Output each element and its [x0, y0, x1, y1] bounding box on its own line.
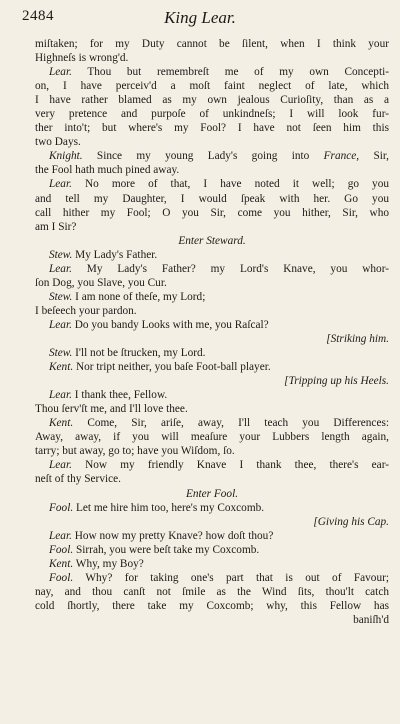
text-line [35, 529, 389, 543]
text-run: cold ſhortly, there take my Coxcomb; why, this Fellow has [35, 599, 389, 612]
text-line [35, 346, 389, 360]
italic-text: Fool. [49, 571, 74, 584]
text-run: Why? for taking one's part that is out of Favour; [73, 571, 389, 584]
text-run: Now my friendly Knave I thank thee, there's ear- [71, 459, 389, 472]
text-line [35, 430, 389, 444]
italic-text: France, [323, 150, 360, 163]
text-line [35, 248, 389, 262]
text-line [35, 177, 389, 191]
stage-direction-entry [35, 234, 389, 248]
italic-text: Lear. [49, 529, 72, 542]
text-run: I am none of theſe, my Lord; [72, 290, 206, 303]
text-line [35, 472, 389, 486]
text-run: I thank thee, Fellow. [71, 389, 168, 402]
text-line [35, 318, 389, 332]
text-line [35, 458, 389, 472]
text-run: am I Sir? [35, 220, 77, 233]
text-line [35, 163, 389, 177]
italic-text: Lear. [49, 459, 72, 472]
text-line [35, 107, 389, 121]
text-run: miſtaken; for my Duty cannot be ſilent, when I think your [35, 38, 389, 50]
text-run: Highneſs is wrong'd. [35, 52, 129, 65]
text-run: Away, away, if you will meaſure your Lubbers length again, [35, 431, 389, 444]
text-run: Why, my Boy? [73, 557, 144, 570]
text-run: Let me hire him too, here's my Coxcomb. [73, 501, 265, 514]
text-line [35, 93, 389, 107]
text-line [35, 37, 389, 51]
italic-text: [Tripping up his Heels. [284, 375, 389, 388]
text-line [35, 501, 389, 515]
text-run: I have rather blamed as my own jealous Curioſity, than as a [35, 94, 389, 107]
text-run: Come, Sir, ariſe, away, I'll teach you Differences: [73, 417, 389, 430]
text-run: baniſh'd [353, 613, 389, 626]
text-line [35, 543, 389, 557]
text-run: on, I have perceiv'd a moſt faint neglect of late, which [35, 80, 389, 93]
italic-text: [Giving his Cap. [313, 515, 389, 528]
text-line [35, 416, 389, 430]
italic-text: Kent. [49, 361, 74, 374]
page-number: 2484 [22, 8, 54, 24]
text-line [35, 571, 389, 585]
text-line [35, 276, 389, 290]
text-run: ther into't; but where's my Fool? I have not ſeen him this [35, 122, 389, 135]
text-line [35, 304, 389, 318]
text-line [35, 121, 389, 135]
text-run: tarry; but away, go to; have you Wiſdom, ſo. [35, 445, 235, 458]
italic-text: Fool. [49, 501, 74, 514]
text-run: How now my pretty Knave? how doſt thou? [71, 529, 274, 542]
text-run: I'll not be ſtrucken, my Lord. [72, 347, 206, 360]
text-line [35, 206, 389, 220]
stage-direction [35, 515, 389, 529]
italic-text: Stew. [49, 290, 73, 303]
italic-text: Lear. [49, 389, 72, 402]
text-run: No more of that, I have noted it well; go you [71, 178, 389, 191]
text-run: neſt of thy Service. [35, 473, 121, 486]
text-run: Nor tript neither, you baſe Foot-ball player. [73, 361, 271, 374]
text-line [35, 79, 389, 93]
text-run: Thou ſerv'ſt me, and I'll love thee. [35, 403, 188, 416]
italic-text: Lear. [49, 318, 72, 331]
text-line [35, 290, 389, 304]
text-line [35, 51, 389, 65]
running-head: King Lear. [164, 8, 236, 27]
play-text [35, 37, 389, 627]
text-run: ſon Dog, you Slave, you Cur. [35, 276, 167, 289]
text-run: Sir, [359, 150, 389, 163]
text-run: and tell my Daughter, I would ſpeak with her. Go you [35, 192, 389, 205]
text-run: nay, and thou canſt not ſmile as the Wind ſits, thou'lt catch [35, 585, 389, 598]
text-line [35, 444, 389, 458]
text-line [35, 599, 389, 613]
text-line [35, 585, 389, 599]
text-run: Sirrah, you were beſt take my Coxcomb. [73, 543, 260, 556]
italic-text: Lear. [49, 262, 72, 275]
italic-text: Stew. [49, 347, 73, 360]
text-run: Do you bandy Looks with me, you Raſcal? [71, 318, 269, 331]
italic-text: Kent. [49, 557, 74, 570]
italic-text: Kent. [49, 417, 74, 430]
text-run: the Fool hath much pined away. [35, 164, 180, 177]
text-line [35, 388, 389, 402]
italic-text: Lear. [49, 66, 72, 79]
text-line [35, 220, 389, 234]
text-run: Thou but remembreſt me of my own Concepti- [71, 66, 389, 79]
text-run: My Lady's Father? my Lord's Knave, you whor- [71, 262, 389, 275]
page-header [0, 8, 400, 30]
text-run: I beſeech your pardon. [35, 304, 137, 317]
stage-direction [35, 374, 389, 388]
text-line [35, 65, 389, 79]
italic-text: Knight. [49, 150, 83, 163]
text-run: call hither my Fool; O you Sir, come you hither, Sir, who [35, 206, 389, 219]
italic-text: Enter Fool. [185, 487, 239, 500]
text-line [35, 402, 389, 416]
italic-text: Enter Steward. [178, 234, 246, 247]
stage-direction [35, 332, 389, 346]
text-run: two Days. [35, 136, 81, 149]
italic-text: Fool. [49, 543, 74, 556]
stage-direction-entry [35, 487, 389, 501]
text-line [35, 149, 389, 163]
text-run: My Lady's Father. [72, 248, 158, 261]
text-line [35, 557, 389, 571]
text-line [35, 360, 389, 374]
stage-direction [35, 613, 389, 627]
italic-text: Stew. [49, 248, 73, 261]
italic-text: [Striking him. [326, 332, 389, 345]
text-run: very pretence and purpoſe of unkindneſs; I will look fur- [35, 108, 389, 121]
italic-text: Lear. [49, 178, 72, 191]
text-line [35, 135, 389, 149]
text-run: Since my young Lady's going into [82, 150, 324, 163]
text-line [35, 192, 389, 206]
text-line [35, 262, 389, 276]
